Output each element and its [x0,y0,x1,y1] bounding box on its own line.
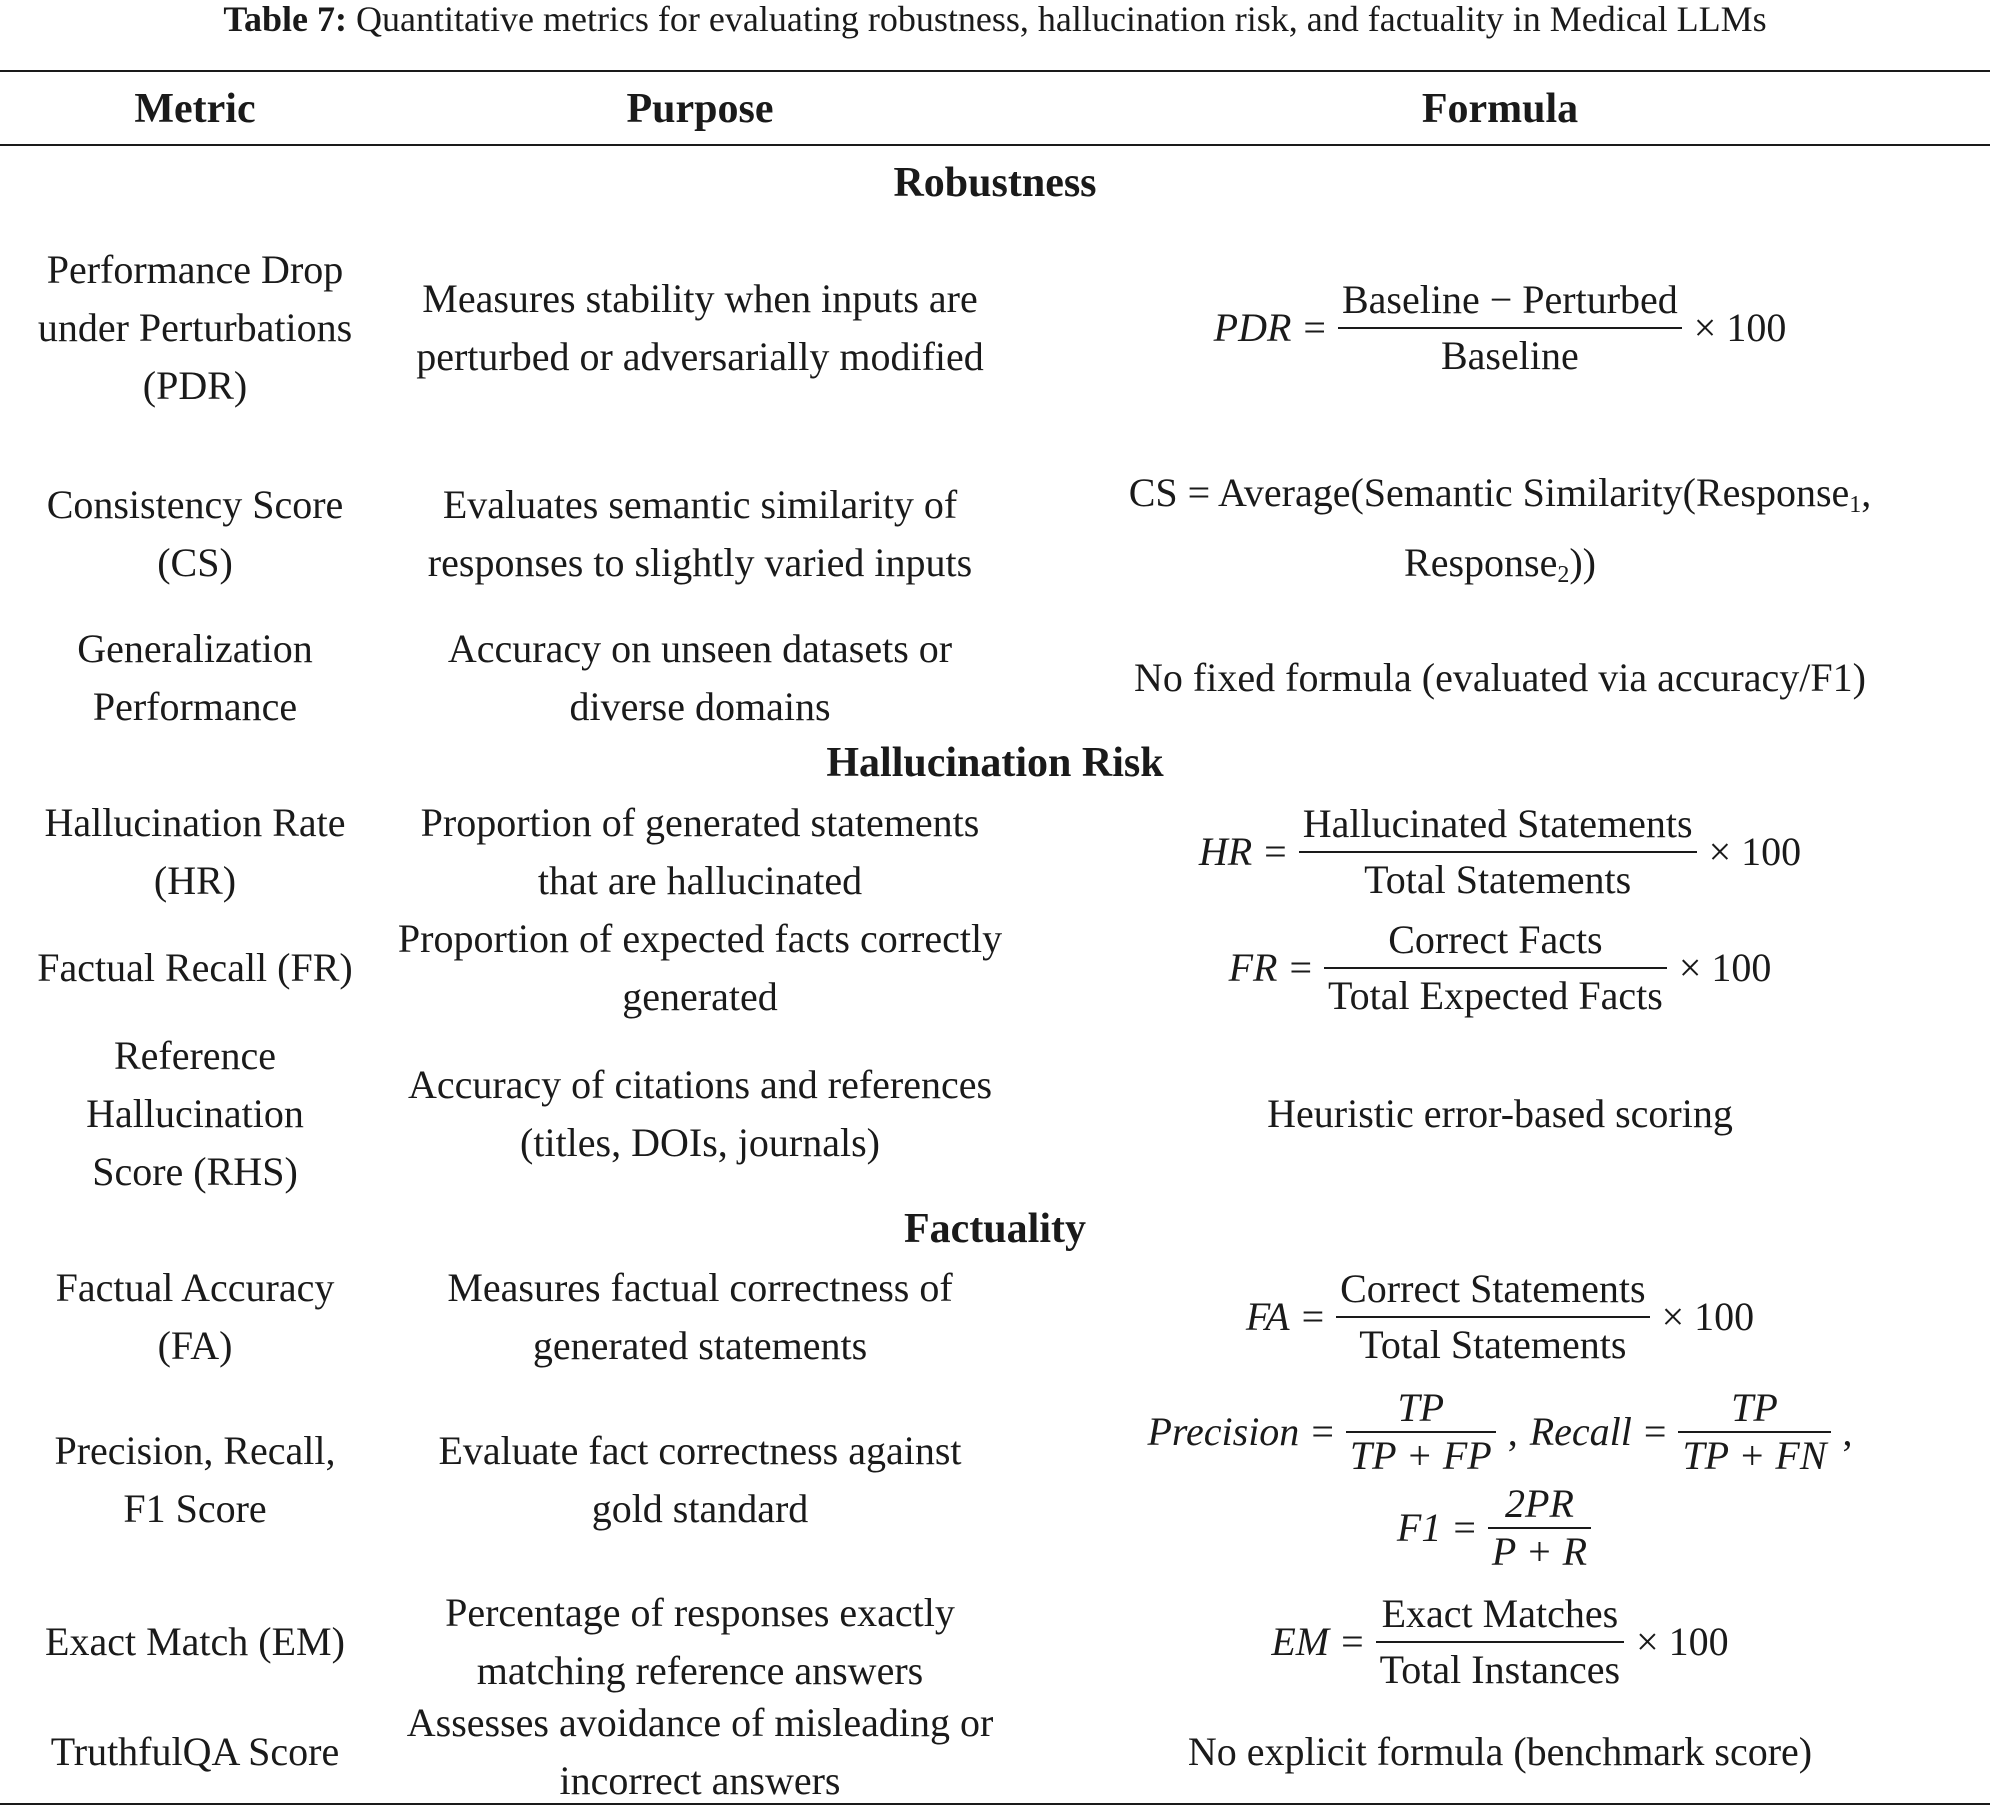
top-rule [0,70,1990,72]
header-metric: Metric [134,86,256,132]
formula-rhs: Heuristic error-based scoring [1267,1091,1733,1136]
metric-truthfulqa: TruthfulQA Score [50,1729,340,1774]
purpose-truthfulqa: Assesses avoidance of misleading or incorrect answers [406,1700,994,1803]
metric-pdr: Performance Drop under Perturbations (PDR) [37,247,353,408]
section-factuality: Factuality [904,1206,1086,1252]
caption-label: Table 7: [223,0,348,39]
header-purpose: Purpose [626,86,774,132]
metric-rhs: Reference Hallucination Score (RHS) [86,1033,304,1194]
formula-truthfulqa: No explicit formula (benchmark score) [1187,1729,1813,1774]
formula-fr: FR = $\frac{\text{Correct Facts}}{\text{Total Expected Facts}}$ × 100 [1228,917,1772,1018]
purpose-em: Percentage of responses exactly matching reference answers [445,1590,955,1693]
metric-em: Exact Match (EM) [45,1619,345,1664]
metric-hr: Hallucination Rate (HR) [44,800,346,903]
formula-prf: Precision = $\frac{TP}{TP + FP}$ , Recall = $\frac{TP}{TP + FN}$ , F1 = $\frac{2PR}{P + R}$ [1147,1385,1853,1574]
formula-hr: HR = $\frac{\text{Hallucinated Statements}}{\text{Total Statements}}$ × 100 [1198,801,1802,902]
section-robustness: Robustness [893,160,1097,206]
purpose-hr: Proportion of generated statements that are hallucinated [420,800,980,903]
metric-prf: Precision, Recall, F1 Score [54,1428,336,1531]
metric-fa: Factual Accuracy (FA) [55,1265,335,1368]
formula-em: EM = $\frac{\text{Exact Matches}}{\text{Total Instances}}$ × 100 [1271,1591,1729,1692]
purpose-rhs: Accuracy of citations and references (titles, DOIs, journals) [407,1062,993,1165]
formula-cs: CS = Average(Semantic Similarity(Response$_1$, Response$_2$)) [1128,470,1872,588]
header-rule [0,144,1990,146]
purpose-prf: Evaluate fact correctness against gold standard [438,1428,962,1531]
caption-text: Quantitative metrics for evaluating robustness, hallucination risk, and factuality in Medical LLMs [356,0,1767,39]
bottom-rule [0,1803,1990,1805]
formula-pdr: PDR = $\frac{\text{Baseline − Perturbed}}{\text{Baseline}}$ × 100 [1213,277,1787,378]
metric-fr: Factual Recall (FR) [37,945,353,990]
purpose-pdr: Measures stability when inputs are perturbed or adversarially modified [416,276,984,379]
purpose-generalization: Accuracy on unseen datasets or diverse domains [447,626,953,729]
metric-cs: Consistency Score (CS) [46,482,344,585]
section-hallucination-risk: Hallucination Risk [826,740,1164,786]
formula-generalization: No fixed formula (evaluated via accuracy/F1) [1134,655,1866,700]
metric-generalization: Generalization Performance [77,626,313,729]
purpose-fr: Proportion of expected facts correctly generated [397,916,1003,1019]
purpose-fa: Measures factual correctness of generated statements [447,1265,953,1368]
purpose-cs: Evaluates semantic similarity of responses to slightly varied inputs [427,482,973,585]
formula-fa: FA = $\frac{\text{Correct Statements}}{\text{Total Statements}}$ × 100 [1245,1266,1755,1367]
header-formula: Formula [1421,86,1579,132]
table-caption [0,0,1990,40]
